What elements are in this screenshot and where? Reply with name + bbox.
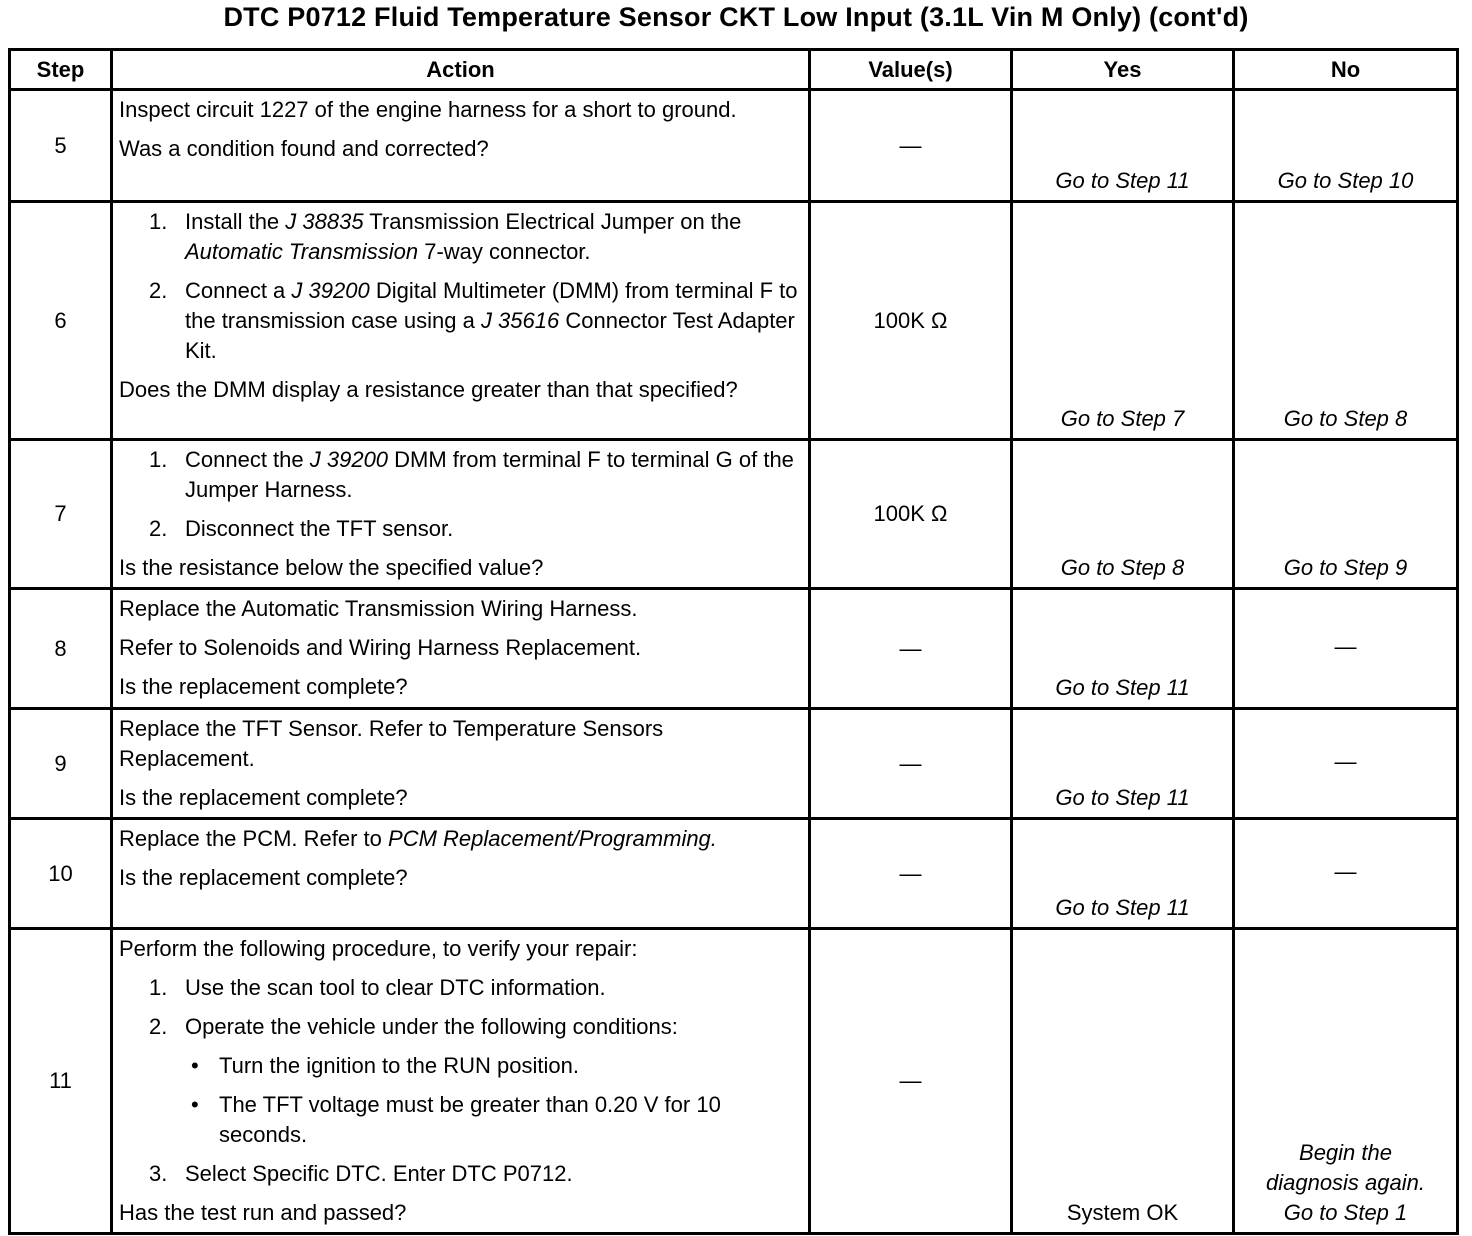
header-yes: Yes [1012, 50, 1234, 90]
header-action: Action [112, 50, 810, 90]
action-cell [112, 90, 810, 202]
text: Replace the PCM. Refer to [119, 826, 389, 851]
reference-text: Automatic Transmission [185, 239, 419, 264]
action-text: Replace the TFT Sensor. Refer to Temperature Sensors Replacement. [119, 716, 664, 771]
action-question: Does the DMM display a resistance greater than that specified? [119, 377, 738, 402]
text: The TFT voltage must be greater than 0.20 V for 10 seconds. [219, 1092, 721, 1147]
action-question: Is the replacement complete? [119, 785, 408, 810]
no-cell: Go to Step 9 [1234, 440, 1458, 589]
list-item [119, 207, 802, 267]
table-row-step-11 [10, 929, 1458, 1234]
header-row [10, 50, 1458, 90]
text: DMM from terminal F to terminal G of the Jumper Harness. [185, 447, 794, 502]
text: Connect the [185, 447, 310, 472]
no-cell: — [1234, 589, 1458, 709]
value-cell: — [810, 819, 1012, 929]
bullet-icon: • [191, 1092, 199, 1117]
text: Operate the vehicle under the following conditions: [185, 1014, 678, 1039]
text: Transmission Electrical Jumper on the [363, 209, 742, 234]
step-number: 6 [10, 202, 112, 440]
list-number: 3. [149, 1161, 168, 1186]
list-number: 1. [149, 447, 168, 472]
text: Use the scan tool to clear DTC information. [185, 975, 606, 1000]
action-cell [112, 929, 810, 1234]
step-number: 11 [10, 929, 112, 1234]
action-cell [112, 440, 810, 589]
list-number: 1. [149, 975, 168, 1000]
list-number: 2. [149, 516, 168, 541]
list-item [119, 973, 802, 1003]
yes-cell: Go to Step 11 [1012, 90, 1234, 202]
step-number: 5 [10, 90, 112, 202]
text: Turn the ignition to the RUN position. [219, 1053, 579, 1078]
yes-cell: System OK [1012, 929, 1234, 1234]
text: Disconnect the TFT sensor. [185, 516, 454, 541]
value-cell: — [810, 90, 1012, 202]
list-item [119, 1159, 802, 1189]
value-cell: — [810, 589, 1012, 709]
tool-name: J 35616 [480, 308, 560, 333]
text: Install the [185, 209, 286, 234]
table-row-step-10 [10, 819, 1458, 929]
no-cell: — [1234, 819, 1458, 929]
text: Connect a [185, 278, 292, 303]
action-text: Replace the Automatic Transmission Wiring Harness. [119, 596, 638, 621]
value-cell: 100K Ω [810, 202, 1012, 440]
list-number: 2. [149, 1014, 168, 1039]
no-cell: — [1234, 709, 1458, 819]
action-cell [112, 202, 810, 440]
list-number: 2. [149, 278, 168, 303]
action-question: Is the resistance below the specified value? [119, 555, 544, 580]
bullet-icon: • [191, 1053, 199, 1078]
step-number: 9 [10, 709, 112, 819]
bullet-item [119, 1090, 802, 1150]
header-value: Value(s) [810, 50, 1012, 90]
text: Digital Multimeter (DMM) from terminal F to the transmission case using a [185, 278, 798, 333]
table-row-step-9 [10, 709, 1458, 819]
text: 7-way connector. [418, 239, 591, 264]
value-cell: 100K Ω [810, 440, 1012, 589]
action-question: Is the replacement complete? [119, 865, 408, 890]
header-step: Step [10, 50, 112, 90]
yes-cell: Go to Step 11 [1012, 709, 1234, 819]
page-title: DTC P0712 Fluid Temperature Sensor CKT Low Input (3.1L Vin M Only) (cont'd) [223, 2, 1249, 32]
yes-cell: Go to Step 11 [1012, 589, 1234, 709]
action-cell [112, 589, 810, 709]
no-line: Go to Step 1 [1283, 1200, 1408, 1225]
tool-name: J 39200 [291, 278, 370, 303]
value-cell: — [810, 929, 1012, 1234]
tool-name: J 39200 [309, 447, 389, 472]
yes-cell: Go to Step 11 [1012, 819, 1234, 929]
list-item [119, 514, 802, 544]
action-cell [112, 709, 810, 819]
no-cell [1234, 929, 1458, 1234]
yes-cell: Go to Step 8 [1012, 440, 1234, 589]
reference-text: PCM Replacement/Programming. [388, 826, 717, 851]
action-text [119, 824, 802, 854]
bullet-item [119, 1051, 802, 1081]
table-row-step-7 [10, 440, 1458, 589]
table-row-step-6 [10, 202, 1458, 440]
list-number: 1. [149, 209, 168, 234]
action-text: Perform the following procedure, to verify your repair: [119, 936, 638, 961]
action-cell [112, 819, 810, 929]
tool-name: J 38835 [285, 209, 364, 234]
no-line: Begin the [1299, 1140, 1392, 1165]
diagnostic-table [8, 48, 1459, 1235]
list-item [119, 276, 802, 366]
action-question: Is the replacement complete? [119, 674, 408, 699]
text: Connector Test Adapter Kit. [185, 308, 795, 363]
no-cell: Go to Step 8 [1234, 202, 1458, 440]
action-question: Has the test run and passed? [119, 1200, 407, 1225]
action-text: Refer to Solenoids and Wiring Harness Replacement. [119, 635, 642, 660]
table-row-step-5 [10, 90, 1458, 202]
step-number: 8 [10, 589, 112, 709]
header-no: No [1234, 50, 1458, 90]
table-row-step-8 [10, 589, 1458, 709]
text: Select Specific DTC. Enter DTC P0712. [185, 1161, 573, 1186]
no-cell: Go to Step 10 [1234, 90, 1458, 202]
value-cell: — [810, 709, 1012, 819]
yes-cell: Go to Step 7 [1012, 202, 1234, 440]
step-number: 7 [10, 440, 112, 589]
step-number: 10 [10, 819, 112, 929]
action-question: Was a condition found and corrected? [119, 136, 489, 161]
list-item [119, 1012, 802, 1042]
action-text: Inspect circuit 1227 of the engine harness for a short to ground. [119, 97, 737, 122]
no-line: diagnosis again. [1265, 1170, 1425, 1195]
list-item [119, 445, 802, 505]
